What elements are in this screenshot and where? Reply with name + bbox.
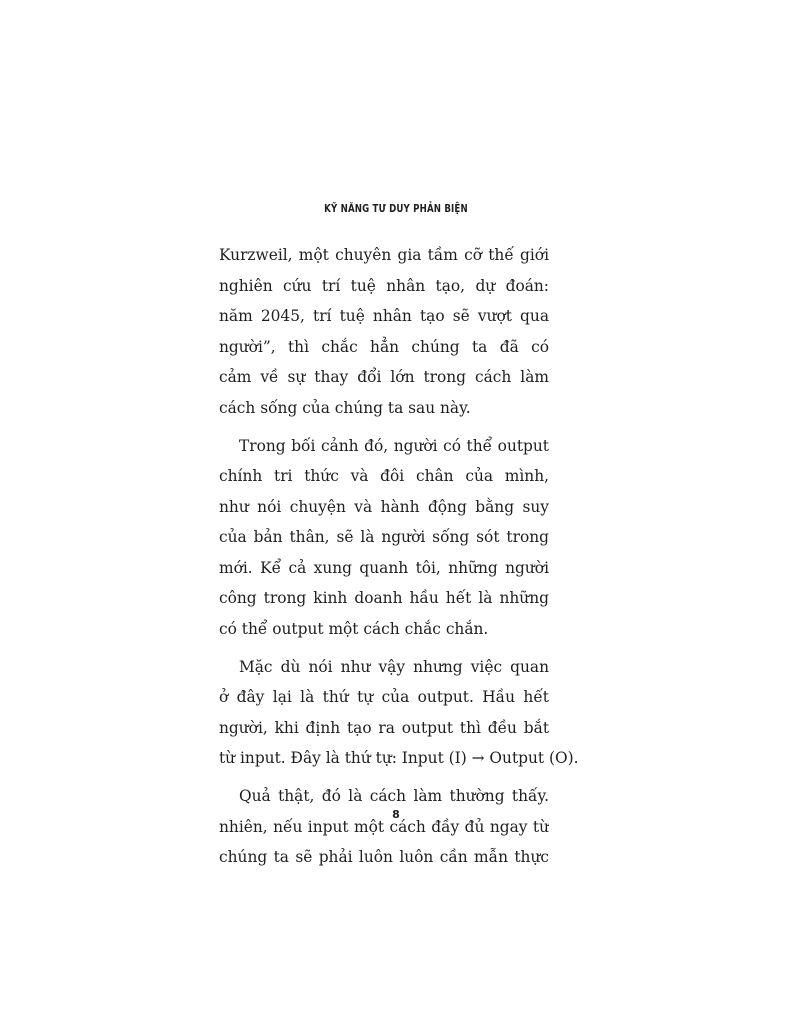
text-line: như nói chuyện và hành động bằng suy (219, 497, 549, 516)
paragraph-1 (219, 240, 549, 423)
text-line: cách sống của chúng ta sau này. (219, 398, 471, 417)
paragraph-3 (219, 652, 579, 774)
text-line: của bản thân, sẽ là người sống sót trong (219, 528, 549, 546)
text-line: Quả thật, đó là cách làm thường thấy. (239, 787, 549, 805)
text-line: mới. Kể cả xung quanh tôi, những người (219, 558, 549, 577)
text-line: người, khi định tạo ra output thì đều bắt (219, 718, 549, 737)
paragraph-2 (219, 431, 549, 645)
text-line: năm 2045, trí tuệ nhân tạo sẽ vượt qua (219, 307, 549, 325)
text-line: nghiên cứu trí tuệ nhân tạo, dự đoán: (219, 276, 549, 295)
text-line: chúng ta sẽ phải luôn luôn cần mẫn thực (219, 848, 549, 866)
paragraph-4 (219, 781, 549, 873)
text-line: người”, thì chắc hẳn chúng ta đã có (219, 337, 549, 356)
text-line: Mặc dù nói như vậy nhưng việc quan (239, 657, 549, 676)
running-header: KỸ NĂNG TƯ DUY PHẢN BIỆN (324, 203, 468, 215)
page-number: 8 (392, 808, 400, 821)
text-line: chính tri thức và đôi chân của mình, (219, 467, 549, 485)
text-line: từ input. Đây là thứ tự: Input (I) → Output (O). (219, 749, 579, 767)
text-line: ở đây lại là thứ tự của output. Hầu hết (219, 688, 549, 706)
text-line: nhiên, nếu input một cách đầy đủ ngay từ (219, 817, 549, 836)
body-text (219, 240, 579, 880)
text-line: cảm về sự thay đổi lớn trong cách làm (219, 368, 549, 386)
text-line: Kurzweil, một chuyên gia tầm cỡ thế giới (219, 246, 549, 264)
text-line: Trong bối cảnh đó, người có thể output (239, 436, 549, 455)
text-line: có thể output một cách chắc chắn. (219, 619, 489, 638)
text-line: công trong kinh doanh hầu hết là những (219, 589, 549, 607)
